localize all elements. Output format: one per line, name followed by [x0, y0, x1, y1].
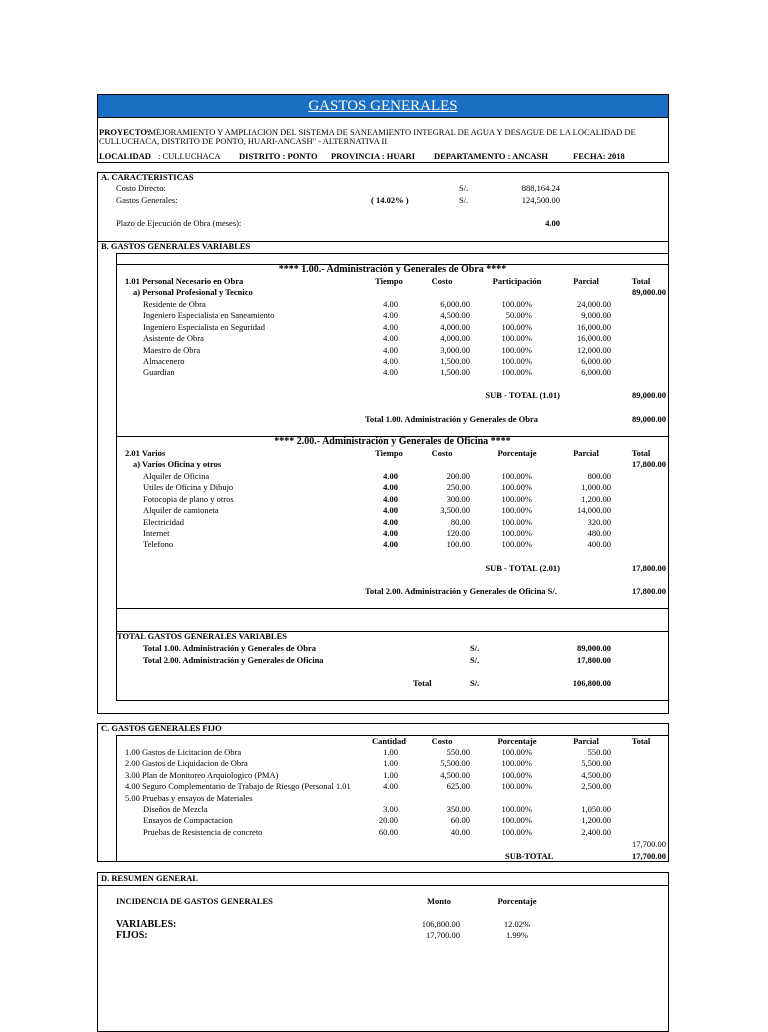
- row-label: Almacenero: [143, 356, 185, 366]
- porcentaje-header: Porcentaje: [497, 896, 537, 906]
- row-parcial-cell: 1,200.00: [581, 815, 611, 826]
- row-label: 2.00 Gastos de Liquidacion de Obra: [125, 758, 248, 769]
- row-parcial-cell: 6,000.00: [581, 356, 611, 366]
- row-pct-cell: 100.00%: [501, 321, 532, 332]
- row-pct-cell: 100.00%: [501, 826, 532, 837]
- fecha-label: FECHA: 2018: [573, 151, 625, 161]
- block2-group-total: 17,800.00: [632, 459, 666, 469]
- divider: [116, 700, 669, 701]
- row-label: Residente de Obra: [143, 299, 206, 309]
- block1-subtotal-value: 89,000.00: [632, 390, 666, 400]
- block2-subtotal-value: 17,800.00: [632, 563, 666, 573]
- row-parcial-cell: 400.00: [587, 539, 611, 550]
- row-label: 5.00 Pruebas y ensayos de Materiales: [125, 792, 253, 803]
- row-parcial-cell: 1,200.00: [581, 493, 611, 504]
- row-pct-cell: 100.00%: [501, 815, 532, 826]
- block1-header-parcial: Parcial: [573, 276, 599, 286]
- c-subtotal-label: SUB-TOTAL: [505, 851, 554, 861]
- block1-header-costo: Costo: [431, 276, 453, 286]
- incidencia-label: INCIDENCIA DE GASTOS GENERALES: [116, 896, 273, 906]
- summary-line1-currency: S/.: [470, 643, 480, 653]
- row-tiempo-cell: 4.00: [383, 493, 398, 504]
- project-label: PROYECTO:: [99, 127, 150, 137]
- row-pct-cell: 100.00%: [501, 758, 532, 769]
- row-costo-cell: 80.00: [450, 516, 470, 527]
- row-costo-cell: 250.00: [446, 482, 470, 493]
- row-costo-cell: 40.00: [450, 826, 470, 837]
- row-label: Maestro de Obra: [143, 344, 201, 355]
- row-tiempo-cell: 4.00: [383, 321, 398, 332]
- row-label: Asistente de Obra: [143, 333, 204, 344]
- row-label: Ingeniero Especialista en Seguridad: [143, 321, 266, 332]
- costo-directo-label: Costo Directo:: [116, 183, 166, 193]
- c-header-cantidad: Cantidad: [371, 736, 406, 746]
- row-costo-cell: 6,000.00: [440, 299, 470, 309]
- row-label: Pruebas de Resistencia de concreto: [143, 826, 263, 837]
- row-tiempo-cell: 4.00: [383, 516, 398, 527]
- row-tiempo-cell: 4.00: [383, 539, 398, 550]
- block1-total-label: Total 1.00. Administración y Generales de Obra: [365, 414, 538, 424]
- row-costo-cell: 120.00: [446, 528, 470, 538]
- row-pct-cell: 100.00%: [501, 482, 532, 493]
- project-text-line2: CULLUCHACA, DISTRITO DE PONTO, HUARI-ANCASH" - ALTERNATIVA II: [99, 136, 388, 146]
- block1-total-value: 89,000.00: [632, 414, 666, 424]
- row-costo-cell: 1,500.00: [440, 367, 470, 378]
- row-pct-cell: 100.00%: [501, 333, 532, 344]
- row-label: Guardian: [143, 367, 175, 378]
- variables-label: VARIABLES:: [116, 919, 177, 930]
- block2-header-tiempo: Tiempo: [375, 448, 403, 458]
- gastos-currency: S/.: [459, 195, 469, 205]
- plazo-value: 4.00: [545, 218, 560, 228]
- departamento-label: DEPARTAMENTO : ANCASH: [434, 151, 548, 161]
- block2-total-value: 17,800.00: [632, 586, 666, 596]
- row-label: Internet: [143, 528, 170, 538]
- c-subtotal-value: 17,700.00: [632, 851, 666, 861]
- row-label: Fotocopia de plano y otros: [143, 493, 234, 504]
- distrito-label: DISTRITO : PONTO: [239, 151, 318, 161]
- row-parcial-cell: 16,000.00: [577, 321, 611, 332]
- row-pct-cell: 100.00%: [501, 528, 532, 538]
- row-costo-cell: 1,500.00: [440, 356, 470, 366]
- row-pct-cell: 100.00%: [501, 367, 532, 378]
- row-pct-cell: 100.00%: [501, 516, 532, 527]
- row-pct-cell: 100.00%: [501, 781, 532, 792]
- row-costo-cell: 300.00: [446, 493, 470, 504]
- row-pct-cell: 100.00%: [501, 769, 532, 780]
- row-pct-cell: 100.00%: [501, 356, 532, 366]
- block2-group: a) Varios Oficina y otros: [133, 459, 222, 469]
- block1-header-tiempo: Tiempo: [375, 276, 403, 286]
- summary-line1-value: 89,000.00: [577, 643, 611, 653]
- row-costo-cell: 3,500.00: [440, 505, 470, 516]
- block1-group-total: 89,000.00: [632, 287, 666, 297]
- row-pct-cell: 100.00%: [501, 505, 532, 516]
- row-cantidad-cell: 3.00: [383, 804, 398, 814]
- fijos-monto: 17,700.00: [426, 930, 460, 940]
- row-costo-cell: 550.00: [446, 747, 470, 757]
- divider: [116, 253, 669, 254]
- row-tiempo-cell: 4.00: [383, 299, 398, 309]
- gastos-value: 124,500.00: [521, 195, 560, 205]
- row-pct-cell: 100.00%: [501, 471, 532, 481]
- row-costo-cell: 4,000.00: [440, 321, 470, 332]
- row-parcial-cell: 24,000.00: [577, 299, 611, 309]
- block1-subtotal-label: SUB - TOTAL (1.01): [485, 390, 560, 400]
- variables-percent: 12.02%: [503, 919, 531, 929]
- divider: [97, 117, 669, 118]
- row-tiempo-cell: 4.00: [383, 344, 398, 355]
- row-costo-cell: 3,000.00: [440, 344, 470, 355]
- row-parcial-cell: 480.00: [587, 528, 611, 538]
- row-parcial-cell: 14,000.00: [577, 505, 611, 516]
- row-cantidad-cell: 1.00: [383, 747, 398, 757]
- row-parcial-cell: 1,000.00: [581, 482, 611, 493]
- block1-header-total: Total: [631, 276, 651, 286]
- row-label: 3.00 Plan de Monitoreo Arquiologico (PMA): [125, 769, 279, 780]
- row-label: Ingeniero Especialista en Saneamiento: [143, 310, 275, 321]
- row-label: Telefono: [143, 539, 174, 550]
- row-parcial-cell: 800.00: [587, 471, 611, 481]
- summary-title: TOTAL GASTOS GENERALES VARIABLES: [117, 631, 287, 641]
- section-b-title: B. GASTOS GENERALES VARIABLES: [101, 241, 251, 251]
- row-label: Alquiler de camioneta: [143, 505, 219, 516]
- row-parcial-cell: 320.00: [587, 516, 611, 527]
- row-parcial-cell: 550.00: [587, 747, 611, 757]
- row-label: 4.00 Seguro Complementario de Trabajo de Riesgo (Personal 1.01: [125, 781, 351, 792]
- row-parcial-cell: 6,000.00: [581, 367, 611, 378]
- plazo-label: Plazo de Ejecución de Obra (meses):: [116, 218, 242, 228]
- row-tiempo-cell: 4.00: [383, 356, 398, 366]
- block2-total-label: Total 2.00. Administración y Generales de Oficina S/.: [365, 586, 557, 596]
- fijos-percent: 1.99%: [506, 930, 528, 940]
- block1-sub-label: 1.01 Personal Necesario en Obra: [125, 276, 244, 286]
- row-costo-cell: 60.00: [450, 815, 470, 826]
- row-costo-cell: 4,500.00: [440, 769, 470, 780]
- block2-header-parcial: Parcial: [573, 448, 599, 458]
- row-cantidad-cell: 60.00: [378, 826, 398, 837]
- divider: [97, 885, 669, 886]
- row-costo-cell: 200.00: [446, 471, 470, 481]
- block2-header-total: Total: [631, 448, 651, 458]
- row-parcial-cell: 4,500.00: [581, 769, 611, 780]
- costo-directo-value: 888,164.24: [521, 183, 560, 193]
- costo-directo-currency: S/.: [459, 183, 469, 193]
- row-parcial-cell: 9,000.00: [581, 310, 611, 321]
- block1-heading: **** 1.00.- Administración y Generales de Obra ****: [278, 264, 507, 275]
- c-total-col-value: 17,700.00: [632, 839, 666, 849]
- summary-line2-label: Total 2.00. Administración y Generales de Oficina: [143, 655, 324, 665]
- block2-header-porcentaje: Porcentaje: [497, 448, 537, 458]
- summary-line2-value: 17,800.00: [577, 655, 611, 665]
- row-pct-cell: 100.00%: [501, 299, 532, 309]
- summary-total-label: Total: [413, 678, 432, 688]
- c-header-parcial: Parcial: [573, 736, 599, 746]
- block1-group: a) Personal Profesional y Tecnico: [133, 287, 253, 297]
- row-tiempo-cell: 4.00: [383, 367, 398, 378]
- row-cantidad-cell: 1.00: [383, 769, 398, 780]
- fijos-label: FIJOS:: [116, 930, 148, 941]
- page-title: GASTOS GENERALES: [98, 95, 668, 117]
- c-header-porcentaje: Porcentaje: [497, 736, 537, 746]
- row-parcial-cell: 16,000.00: [577, 333, 611, 344]
- c-header-costo: Costo: [431, 736, 453, 746]
- variables-monto: 106,800.00: [421, 919, 460, 929]
- row-tiempo-cell: 4.00: [383, 505, 398, 516]
- row-cantidad-cell: 1.00: [383, 758, 398, 769]
- localidad-label: LOCALIDAD: [99, 151, 151, 161]
- monto-header: Monto: [426, 896, 452, 906]
- row-label: Utiles de Oficina y Dibujo: [143, 482, 234, 493]
- row-tiempo-cell: 4.00: [383, 471, 398, 481]
- row-parcial-cell: 12,000.00: [577, 344, 611, 355]
- block1-header-participacion: Participación: [492, 276, 542, 286]
- row-costo-cell: 625.00: [446, 781, 470, 792]
- summary-total-currency: S/.: [470, 678, 480, 688]
- row-label: 1.00 Gastos de Licitacion de Obra: [125, 747, 242, 757]
- row-costo-cell: 5,500.00: [440, 758, 470, 769]
- block2-heading: **** 2.00.- Administración y Generales de Oficina ****: [274, 436, 511, 447]
- row-label: Ensayos de Compactacion: [143, 815, 233, 826]
- section-c-title: C. GASTOS GENERALES FIJO: [101, 723, 222, 733]
- c-header-total: Total: [631, 736, 651, 746]
- row-pct-cell: 100.00%: [501, 804, 532, 814]
- row-tiempo-cell: 4.00: [383, 310, 398, 321]
- project-text-line1: "MEJORAMIENTO Y AMPLIACION DEL SISTEMA DE SANEAMIENTO INTEGRAL DE AGUA Y DESAGUE DE LA LOCALIDAD DE: [145, 127, 636, 137]
- section-a-title: A. CARACTERISTICAS: [101, 172, 194, 182]
- row-parcial-cell: 1,050.00: [581, 804, 611, 814]
- row-parcial-cell: 5,500.00: [581, 758, 611, 769]
- row-label: Electricidad: [143, 516, 185, 527]
- summary-line2-currency: S/.: [470, 655, 480, 665]
- row-cantidad-cell: 20.00: [378, 815, 398, 826]
- provincia-label: PROVINCIA : HUARI: [331, 151, 416, 161]
- gastos-generales-label: Gastos Generales:: [116, 195, 178, 205]
- summary-total-value: 106,800.00: [572, 678, 611, 688]
- row-label: Diseños de Mezcla: [143, 804, 208, 814]
- row-pct-cell: 50.00%: [505, 310, 532, 321]
- row-pct-cell: 100.00%: [501, 493, 532, 504]
- row-cantidad-cell: 4.00: [383, 781, 398, 792]
- row-costo-cell: 4,000.00: [440, 333, 470, 344]
- localidad-value: : CULLUCHACA: [158, 151, 221, 161]
- row-costo-cell: 350.00: [446, 804, 470, 814]
- summary-line1-label: Total 1.00. Administración y Generales de Obra: [143, 643, 316, 653]
- row-pct-cell: 100.00%: [501, 747, 532, 757]
- row-costo-cell: 4,500.00: [440, 310, 470, 321]
- block2-sub-label: 2.01 Varios: [125, 448, 166, 458]
- row-pct-cell: 100.00%: [501, 344, 532, 355]
- row-parcial-cell: 2,400.00: [581, 826, 611, 837]
- block2-header-costo: Costo: [431, 448, 453, 458]
- section-d-title: D. RESUMEN GENERAL: [101, 873, 199, 883]
- row-label: Alquiler de Oficina: [143, 471, 210, 481]
- divider: [116, 608, 669, 609]
- row-tiempo-cell: 4.00: [383, 333, 398, 344]
- divider: [116, 735, 117, 862]
- gastos-percent: ( 14.02% ): [371, 195, 409, 205]
- block2-subtotal-label: SUB - TOTAL (2.01): [485, 563, 560, 573]
- row-tiempo-cell: 4.00: [383, 482, 398, 493]
- row-parcial-cell: 2,500.00: [581, 781, 611, 792]
- row-pct-cell: 100.00%: [501, 539, 532, 550]
- row-tiempo-cell: 4.00: [383, 528, 398, 538]
- row-costo-cell: 100.00: [446, 539, 470, 550]
